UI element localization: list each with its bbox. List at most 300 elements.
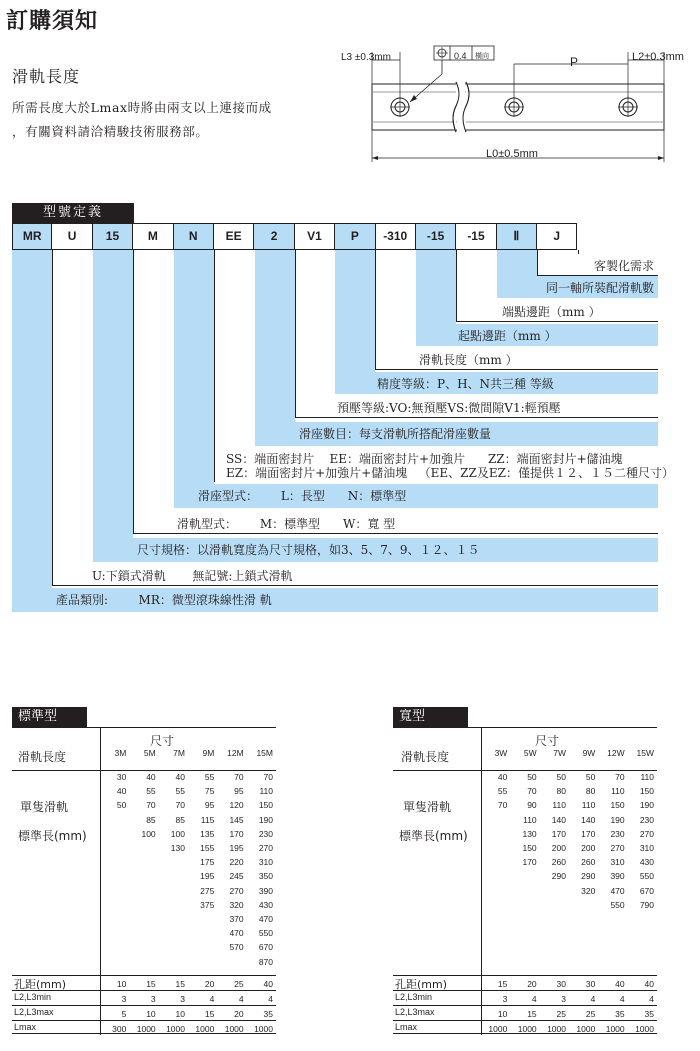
table-cell: 140 [581,814,596,825]
table-cell: 50 [527,772,537,782]
table-cell: 470 [258,914,273,925]
table-row [100,884,276,898]
table-row [481,841,657,855]
table-cell: 300 [112,1024,127,1034]
table-cell: 70 [263,772,273,782]
description-line-1: 所需長度大於Lmax時將由兩支以上連接而成 [12,100,272,115]
wide-footer-label-min: L2,L3min [395,992,433,1002]
table-cell: 3 [121,994,127,1004]
column-header: 7M [173,748,185,758]
table-cell: 15 [527,1009,537,1019]
table-cell [159,940,188,954]
table-row [481,855,657,869]
table-cell: 350 [258,871,273,882]
table-cell: 110 [611,786,625,797]
table-cell [129,940,158,954]
table-cell: 1000 [547,1024,566,1034]
table-cell: 220 [229,857,244,868]
table-cell: 50 [116,800,127,811]
table-cell: 310 [610,857,625,868]
table-cell: 1000 [195,1024,215,1034]
table-cell: 140 [551,814,566,825]
standard-label-std: 標準長(mm) [18,829,87,843]
table-cell: 50 [556,772,566,782]
table-cell [129,869,158,883]
wide-column-headers [481,746,657,760]
table-cell: 230 [258,828,273,839]
wide-footer-label-lmax: Lmax [395,1022,418,1032]
model-code-tab: 型號定義 [12,203,134,223]
table-cell: 20 [527,979,537,989]
table-cell: 170 [581,828,596,839]
table-cell: 90 [527,800,537,811]
table-cell: 35 [615,1009,625,1019]
table-cell: 4 [238,994,244,1004]
table-cell: 290 [581,871,596,882]
table-cell [481,813,510,827]
table-cell: 290 [551,871,566,882]
table-cell: 150 [639,786,654,797]
table-cell: 3 [561,994,566,1004]
table-cell: 375 [200,899,215,910]
table-cell [217,955,246,969]
table-cell: 320 [581,885,596,896]
table-cell: 550 [610,899,625,910]
table-cell: 270 [639,828,654,839]
table-cell [129,955,158,969]
code-seal: EE [214,223,254,250]
column-header: 7W [553,748,566,758]
table-cell [129,884,158,898]
table-cell [188,926,217,940]
table-cell: 1000 [605,1024,625,1034]
table-cell: 190 [639,800,654,811]
table-cell: 370 [229,914,244,925]
table-cell: 5 [121,1009,127,1019]
table-cell: 20 [204,979,215,989]
table-cell: 260 [581,857,596,868]
table-cell [100,912,129,926]
bracket-rail-count: 同一軸所裝配滑軌數 [497,276,658,298]
table-cell [100,855,129,869]
table-row [481,770,657,784]
table-cell: 30 [585,979,596,989]
bracket-rail-type: 滑軌型式： M：標準型 W：寬 型 [133,512,658,534]
table-cell: 3 [150,994,156,1004]
tolerance-note: 橫向 [475,53,489,60]
table-cell: 40 [146,772,156,782]
table-cell: 35 [644,1009,654,1019]
column-header: 12M [227,748,244,758]
table-cell: 190 [258,814,273,825]
table-cell: 430 [639,857,654,868]
table-row [100,813,276,827]
l0-dimension-label: L0±0.5mm [486,148,538,160]
code-start-pitch: -15 [416,223,456,250]
standard-row-header: 滑軌長度 [18,750,67,764]
table-cell [481,869,510,883]
table-cell [159,926,188,940]
table-row [481,898,657,912]
table-cell: 130 [522,828,537,839]
table-cell [100,841,129,855]
table-cell [129,855,158,869]
bracket-preload: 預壓等級:VO:無預壓VS:微間隙V1:輕預壓 [295,396,658,418]
standard-footer-label-max: L2,L3max [14,1007,54,1017]
table-cell: 310 [258,857,273,868]
column-header: 15M [256,748,273,758]
standard-table-tab: 標準型 [12,707,87,727]
table-cell: 40 [644,979,654,989]
table-cell: 150 [610,800,625,811]
wide-label-single: 單隻滑軌 [403,800,452,814]
bracket-block-count: 滑座數目：每支滑軌所搭配滑座數量 [255,422,658,446]
standard-footer-label-pitch: 孔距(mm) [14,978,67,991]
table-cell: 70 [527,786,537,797]
table-cell: 230 [639,814,654,825]
table-row [100,841,276,855]
table-cell: 1000 [576,1024,596,1034]
table-row [481,1007,657,1022]
table-cell: 170 [229,828,244,839]
table-cell [188,955,217,969]
table-cell: 1000 [517,1024,537,1034]
table-cell: 30 [556,979,566,989]
table-cell: 1000 [488,1024,508,1034]
table-row [100,784,276,798]
table-cell: 25 [234,979,244,989]
table-cell: 1000 [166,1024,185,1034]
page-title: 訂購須知 [6,9,99,34]
wide-footer-label-max: L2,L3max [395,1007,435,1017]
table-cell: 35 [263,1009,273,1019]
table-cell: 100 [141,828,156,839]
table-cell: 25 [556,1009,566,1019]
table-row [100,1022,276,1037]
table-cell: 70 [175,800,185,811]
table-cell: 145 [229,814,244,825]
table-row [481,884,657,898]
table-row [100,827,276,841]
table-row [481,992,657,1007]
table-cell: 15 [146,979,156,989]
table-cell: 10 [146,1009,156,1019]
table-cell: 190 [610,814,625,825]
table-cell: 670 [258,942,273,953]
table-row [100,940,276,954]
column-header: 5W [523,748,537,758]
table-cell: 4 [619,994,625,1004]
table-cell: 10 [116,979,127,989]
table-cell: 1000 [224,1024,244,1034]
table-cell: 30 [116,772,127,782]
table-cell: 390 [610,871,625,882]
standard-dim-header: 尺寸 [150,734,175,748]
bracket-size: 尺寸規格：以滑軌寬度為尺寸規格，如3、5、7、9、１２、１５ [93,538,658,562]
table-cell [159,869,188,883]
table-cell: 80 [585,786,596,797]
table-cell: 200 [551,843,566,854]
table-cell: 55 [146,786,156,797]
wide-dim-header: 尺寸 [535,734,560,748]
table-cell [159,955,188,969]
table-cell [481,827,510,841]
table-cell: 75 [204,786,215,797]
table-cell: 200 [581,843,596,854]
standard-length-values [100,770,276,969]
table-row [481,746,657,760]
table-cell: 120 [229,800,244,811]
code-u: U [52,223,92,250]
table-cell: 270 [229,885,244,896]
table-cell: 3 [180,994,185,1004]
table-cell: 115 [200,814,215,825]
table-cell: 4 [649,994,654,1004]
table-cell: 4 [531,994,537,1004]
table-row [100,869,276,883]
table-cell: 95 [204,800,215,811]
table-cell [159,855,188,869]
code-custom: J [537,223,577,250]
wide-row-header: 滑軌長度 [401,750,450,764]
table-cell [100,827,129,841]
standard-column-headers [100,746,276,760]
bracket-rail-length: 滑軌長度（mm ） [375,348,658,370]
table-cell: 270 [610,843,625,854]
table-cell [159,884,188,898]
table-cell [481,841,510,855]
table-cell: 80 [556,786,566,797]
table-cell: 4 [268,994,273,1004]
table-cell [129,841,158,855]
table-cell [159,912,188,926]
code-accuracy: P [335,223,375,250]
table-cell: 15 [204,1009,215,1019]
table-cell [100,813,129,827]
standard-footer-label-min: L2,L3min [14,992,52,1002]
table-row [100,926,276,940]
table-cell: 95 [234,786,244,797]
table-cell: 110 [640,772,654,782]
table-cell [129,926,158,940]
wide-table-tab: 寬型 [393,707,468,727]
table-row [100,746,276,760]
table-cell: 110 [552,800,566,811]
table-cell [100,940,129,954]
table-cell: 270 [258,843,273,854]
table-cell: 10 [175,1009,185,1019]
bracket-end-pitch: 端點邊距（mm ） [456,300,658,322]
table-cell: 50 [585,772,596,782]
table-cell: 70 [234,772,244,782]
table-row [481,1022,657,1037]
table-cell: 4 [209,994,215,1004]
table-cell [510,869,539,883]
table-cell: 195 [229,843,244,854]
table-cell [188,912,217,926]
table-cell: 550 [639,871,654,882]
table-cell: 40 [497,772,508,782]
wide-label-std: 標準長(mm) [399,829,468,843]
table-cell: 1000 [635,1024,654,1034]
table-cell: 100 [170,828,185,839]
p-dimension-label: P [570,55,579,69]
model-code-brackets [12,250,674,612]
table-cell [129,898,158,912]
table-cell: 110 [259,786,273,797]
table-cell [100,926,129,940]
table-cell: 470 [229,928,244,939]
table-cell: 1000 [136,1024,156,1034]
bracket-block-type: 滑座型式： L：長型 N：標準型 [174,484,658,508]
table-cell [481,855,510,869]
table-cell: 70 [497,800,508,811]
table-cell: 150 [258,800,273,811]
table-row [100,1007,276,1022]
table-cell: 15 [497,979,508,989]
table-row [481,977,657,992]
table-cell: 170 [551,828,566,839]
code-mr: MR [12,223,52,250]
table-cell [100,869,129,883]
column-header: 15W [636,748,654,758]
table-cell: 550 [258,928,273,939]
table-cell: 4 [590,994,596,1004]
table-cell [129,912,158,926]
table-row [481,869,657,883]
table-row [100,770,276,784]
table-cell [540,884,569,898]
table-cell: 170 [522,857,537,868]
table-cell: 55 [497,786,508,797]
code-block-count: 2 [254,223,294,250]
table-cell: 70 [615,772,625,782]
table-cell: 430 [258,899,273,910]
table-cell: 20 [234,1009,244,1019]
table-cell: 275 [200,885,215,896]
table-cell [100,898,129,912]
table-cell: 470 [610,885,625,896]
wide-length-values [481,770,657,912]
table-cell: 870 [258,956,273,967]
table-cell: 155 [200,843,215,854]
table-row [100,955,276,969]
code-end-pitch: -15 [456,223,496,250]
table-cell [100,955,129,969]
column-header: 9M [202,748,215,758]
column-header: 3W [494,748,508,758]
column-header: 9W [582,748,596,758]
table-cell: 260 [551,857,566,868]
table-cell: 110 [581,800,596,811]
table-cell: 175 [200,857,215,868]
table-cell: 70 [146,800,156,811]
table-cell: 130 [170,843,185,854]
table-cell: 570 [229,942,244,953]
code-preload: V1 [295,223,335,250]
wide-footer-values [481,977,657,1037]
table-cell: 55 [204,772,215,782]
table-cell: 310 [639,843,654,854]
table-row [100,977,276,992]
code-size: 15 [93,223,133,250]
standard-footer-label-lmax: Lmax [14,1022,37,1032]
table-cell: 150 [522,843,537,854]
table-row [481,827,657,841]
table-cell [540,898,569,912]
table-cell: 245 [229,871,244,882]
section-title: 滑軌長度 [12,67,81,86]
table-row [100,912,276,926]
table-cell: 15 [175,979,185,989]
table-cell: 790 [639,899,654,910]
column-header: 12W [607,748,625,758]
table-cell: 1000 [254,1024,273,1034]
column-header: 3M [114,748,127,758]
bracket-product-type: 產品類別: MR：微型滾珠線性滑 軌 [12,588,658,612]
table-cell [100,884,129,898]
table-cell: 85 [146,814,156,825]
table-cell: 25 [585,1009,596,1019]
table-cell: 40 [175,772,185,782]
table-row [481,784,657,798]
table-cell [481,898,510,912]
table-cell [159,898,188,912]
standard-footer-values [100,977,276,1037]
bracket-mount-type: U:下鎖式滑軌 無記號:上鎖式滑軌 [52,564,658,586]
description-line-2: ，有關資料請洽精駿技術服務部。 [12,124,209,139]
table-cell: 110 [523,814,537,825]
bracket-seal: SS：端面密封片 EE：端面密封片+加強片 ZZ：端面密封片+儲油塊 EZ：端面密封片+加強片+儲油塊 （EE、ZZ及EZ：僅提供１２、１５二種尺寸） [226,452,674,480]
table-cell: 40 [116,786,127,797]
table-row [481,798,657,812]
tolerance-value: 0.4 [454,51,467,61]
table-row [100,992,276,1007]
table-cell: 10 [497,1009,508,1019]
table-cell: 320 [229,899,244,910]
table-cell [510,898,539,912]
table-row [481,813,657,827]
table-cell: 40 [263,979,273,989]
table-cell: 55 [175,786,185,797]
standard-label-single: 單隻滑軌 [20,800,69,814]
table-cell: 390 [258,885,273,896]
l3-dimension-label: L3 ±0.3mm [341,52,391,63]
table-cell: 135 [200,828,215,839]
wide-footer-label-pitch: 孔距(mm) [395,978,448,991]
table-cell: 85 [175,814,185,825]
table-cell: 230 [610,828,625,839]
column-header: 5M [143,748,156,758]
code-length: -310 [376,223,416,250]
table-cell [188,940,217,954]
table-row [100,798,276,812]
l2-dimension-label: L2±0.3mm [632,51,684,63]
code-rail-type: M [133,223,173,250]
table-row [100,855,276,869]
table-cell [569,898,598,912]
model-code-row [12,223,578,250]
table-cell: 670 [639,885,654,896]
table-cell [481,884,510,898]
bracket-accuracy: 精度等級：P、H、N共三種 等級 [335,372,658,394]
code-block-type: N [174,223,214,250]
table-row [100,898,276,912]
table-cell: 3 [502,994,508,1004]
bracket-custom: 客製化需求 [537,254,658,276]
bracket-start-pitch: 起點邊距（mm ） [416,324,658,346]
code-rail-count: Ⅱ [497,223,537,250]
